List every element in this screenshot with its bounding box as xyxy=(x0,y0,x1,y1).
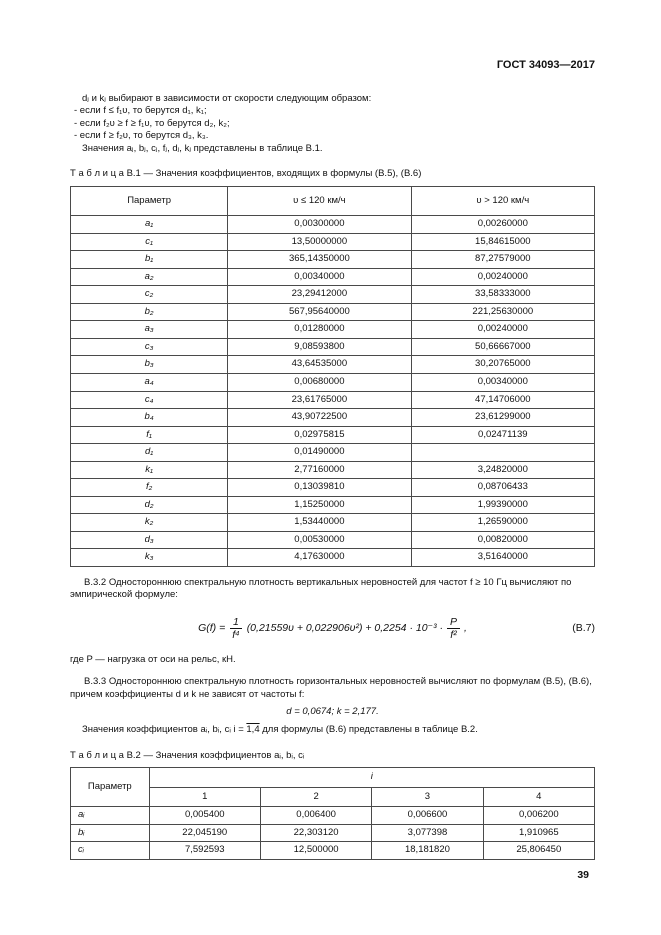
section-b33-text: В.3.3 Одностороннюю спектральную плотность горизонтальных неровностей вычисляют по формулам (В.5), (В.6), причем коэффициенты d и k не зависят от частоты f: xyxy=(70,676,592,700)
value-cell: 3,077398 xyxy=(372,824,483,842)
table-row xyxy=(71,824,595,842)
value-cell: 1,99390000 xyxy=(411,496,594,514)
param-cell: b₃ xyxy=(71,356,228,374)
value-cell: 47,14706000 xyxy=(411,391,594,409)
table-row xyxy=(71,496,595,514)
param-cell: a₃ xyxy=(71,321,228,339)
value-cell: 0,00240000 xyxy=(411,321,594,339)
condition-line-3: - если f ≥ f₂υ, то берутся d₃, k₃. xyxy=(74,130,209,142)
table-row xyxy=(71,531,595,549)
values-reference-line: Значения aⱼ, bⱼ, cⱼ, fⱼ, dⱼ, kⱼ представлены в таблице В.1. xyxy=(82,142,323,154)
value-cell: 23,61765000 xyxy=(228,391,411,409)
table-row xyxy=(71,233,595,251)
fraction-2-denominator: f² xyxy=(450,629,457,642)
param-cell: d₂ xyxy=(71,496,228,514)
value-cell: 0,08706433 xyxy=(411,479,594,497)
value-cell: 25,806450 xyxy=(483,842,594,860)
table-row xyxy=(71,479,595,497)
value-cell: 23,29412000 xyxy=(228,286,411,304)
table-b2 xyxy=(70,767,595,860)
value-cell: 4,17630000 xyxy=(228,549,411,567)
value-cell: 30,20765000 xyxy=(411,356,594,374)
table-b2-header-row-2 xyxy=(71,787,595,807)
value-cell: 22,303120 xyxy=(260,824,371,842)
param-cell: aᵢ xyxy=(71,807,150,825)
fraction-2-numerator: P xyxy=(447,616,460,629)
param-cell: cᵢ xyxy=(71,842,150,860)
table-row xyxy=(71,374,595,392)
table-row xyxy=(71,216,595,234)
table-row xyxy=(71,356,595,374)
param-cell: b₄ xyxy=(71,409,228,427)
table-b2-i-3: 3 xyxy=(372,787,483,807)
table-b2-i-4: 4 xyxy=(483,787,594,807)
value-cell: 0,006400 xyxy=(260,807,371,825)
table-row xyxy=(71,251,595,269)
value-cell: 2,77160000 xyxy=(228,461,411,479)
table-b1-col-v2: υ > 120 км/ч xyxy=(411,186,594,216)
value-cell: 365,14350000 xyxy=(228,251,411,269)
value-cell: 50,66667000 xyxy=(411,338,594,356)
fraction-2 xyxy=(447,616,460,641)
value-cell: 0,13039810 xyxy=(228,479,411,497)
param-cell: a₁ xyxy=(71,216,228,234)
param-cell: f₁ xyxy=(71,426,228,444)
table-row xyxy=(71,444,595,462)
param-cell: b₂ xyxy=(71,303,228,321)
value-cell: 22,045190 xyxy=(149,824,260,842)
value-cell: 0,00260000 xyxy=(411,216,594,234)
value-cell: 7,592593 xyxy=(149,842,260,860)
value-cell: 0,00340000 xyxy=(228,268,411,286)
param-cell: a₂ xyxy=(71,268,228,286)
formula-tail: , xyxy=(464,621,467,634)
page-number: 39 xyxy=(577,869,589,882)
param-cell: k₁ xyxy=(71,461,228,479)
values2-reference-line xyxy=(70,724,595,737)
value-cell: 0,00680000 xyxy=(228,374,411,392)
value-cell: 13,50000000 xyxy=(228,233,411,251)
equation-number: (В.7) xyxy=(572,621,595,634)
dk-values-line: d = 0,0674; k = 2,177. xyxy=(286,705,379,717)
doc-number-header: ГОСТ 34093—2017 xyxy=(496,59,595,71)
table-b1-header-row xyxy=(71,186,595,216)
value-cell: 1,15250000 xyxy=(228,496,411,514)
value-cell: 87,27579000 xyxy=(411,251,594,269)
table-b2-col-param: Параметр xyxy=(71,768,150,807)
param-cell: f₂ xyxy=(71,479,228,497)
param-cell: d₁ xyxy=(71,444,228,462)
value-cell: 1,910965 xyxy=(483,824,594,842)
formula-body xyxy=(198,616,467,641)
formula-lhs: G(f) = xyxy=(198,621,226,634)
where-clause: где P — нагрузка от оси на рельс, кН. xyxy=(70,653,236,665)
param-cell: c₂ xyxy=(71,286,228,304)
value-cell: 15,84615000 xyxy=(411,233,594,251)
table-b1-col-v1: υ ≤ 120 км/ч xyxy=(228,186,411,216)
table-b2-header-row-1 xyxy=(71,768,595,788)
table-row xyxy=(71,807,595,825)
param-cell: c₁ xyxy=(71,233,228,251)
table-row xyxy=(71,409,595,427)
param-cell: c₃ xyxy=(71,338,228,356)
value-cell: 0,02471139 xyxy=(411,426,594,444)
value-cell: 23,61299000 xyxy=(411,409,594,427)
fraction-1 xyxy=(229,616,242,641)
value-cell: 0,00340000 xyxy=(411,374,594,392)
formula-b7 xyxy=(70,611,595,647)
table-row xyxy=(71,842,595,860)
table-b2-caption: Т а б л и ц а В.2 — Значения коэффициентов aᵢ, bᵢ, cᵢ xyxy=(70,749,305,761)
value-cell: 9,08593800 xyxy=(228,338,411,356)
value-cell xyxy=(411,444,594,462)
value-cell: 0,00240000 xyxy=(411,268,594,286)
section-b32-text: В.3.2 Одностороннюю спектральную плотность вертикальных неровностей для частот f ≥ 10 Гц вычисляют по эмпирической формуле: xyxy=(70,576,572,601)
table-row xyxy=(71,338,595,356)
values2-part1: Значения коэффициентов aᵢ, bᵢ, cᵢ i = xyxy=(82,724,247,736)
value-cell: 3,24820000 xyxy=(411,461,594,479)
param-cell: c₄ xyxy=(71,391,228,409)
param-cell: k₂ xyxy=(71,514,228,532)
value-cell: 0,00530000 xyxy=(228,531,411,549)
condition-line-2: - если f₂υ ≥ f ≥ f₁υ, то берутся d₂, k₂; xyxy=(74,117,230,129)
table-row xyxy=(71,426,595,444)
fraction-1-numerator: 1 xyxy=(230,616,242,629)
param-cell: bᵢ xyxy=(71,824,150,842)
value-cell: 1,26590000 xyxy=(411,514,594,532)
table-row xyxy=(71,321,595,339)
values2-overlined-range: 1,4 xyxy=(246,724,260,736)
formula-middle: (0,21559υ + 0,022906υ²) + 0,2254 · 10⁻³ · xyxy=(246,621,443,634)
value-cell: 567,95640000 xyxy=(228,303,411,321)
table-b2-col-i: i xyxy=(149,768,594,788)
value-cell: 43,64535000 xyxy=(228,356,411,374)
value-cell: 0,01490000 xyxy=(228,444,411,462)
value-cell: 1,53440000 xyxy=(228,514,411,532)
value-cell: 3,51640000 xyxy=(411,549,594,567)
value-cell: 221,25630000 xyxy=(411,303,594,321)
value-cell: 0,01280000 xyxy=(228,321,411,339)
param-cell: a₄ xyxy=(71,374,228,392)
value-cell: 0,00300000 xyxy=(228,216,411,234)
table-row xyxy=(71,303,595,321)
intro-block xyxy=(70,93,595,156)
param-cell: k₃ xyxy=(71,549,228,567)
table-b2-i-1: 1 xyxy=(149,787,260,807)
value-cell: 0,02975815 xyxy=(228,426,411,444)
condition-line-1: - если f ≤ f₁υ, то берутся d₁, k₁; xyxy=(74,105,207,117)
value-cell: 18,181820 xyxy=(372,842,483,860)
value-cell: 0,005400 xyxy=(149,807,260,825)
table-b2-i-2: 2 xyxy=(260,787,371,807)
fraction-1-denominator: f⁴ xyxy=(232,629,240,642)
table-row xyxy=(71,286,595,304)
table-b1-col-param: Параметр xyxy=(71,186,228,216)
values2-part2: для формулы (В.6) представлены в таблице В.2. xyxy=(259,724,478,736)
table-row xyxy=(71,549,595,567)
table-row xyxy=(71,391,595,409)
value-cell: 0,00820000 xyxy=(411,531,594,549)
table-b1-caption: Т а б л и ц а В.1 — Значения коэффициентов, входящих в формулы (В.5), (В.6) xyxy=(70,168,422,180)
value-cell: 12,500000 xyxy=(260,842,371,860)
table-b1 xyxy=(70,186,595,567)
table-row xyxy=(71,268,595,286)
intro-line: dⱼ и kⱼ выбирают в зависимости от скорости следующим образом: xyxy=(82,92,372,104)
table-row xyxy=(71,514,595,532)
table-row xyxy=(71,461,595,479)
param-cell: d₃ xyxy=(71,531,228,549)
param-cell: b₁ xyxy=(71,251,228,269)
value-cell: 0,006600 xyxy=(372,807,483,825)
value-cell: 0,006200 xyxy=(483,807,594,825)
value-cell: 33,58333000 xyxy=(411,286,594,304)
value-cell: 43,90722500 xyxy=(228,409,411,427)
